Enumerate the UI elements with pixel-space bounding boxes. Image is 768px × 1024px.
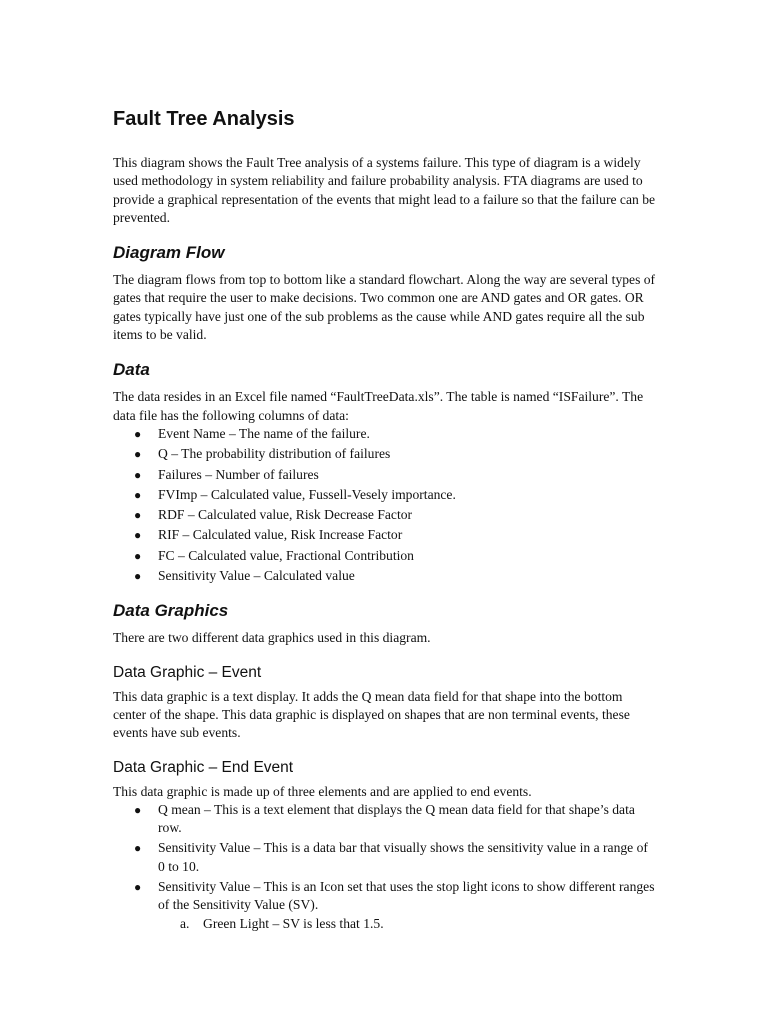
end-event-graphic-paragraph: This data graphic is made up of three elements and are applied to end events. <box>113 783 532 799</box>
data-graphics-heading: Data Graphics <box>113 601 229 621</box>
bullet-icon: ● <box>134 880 142 895</box>
list-item: ● FC – Calculated value, Fractional Contribution <box>113 547 658 565</box>
list-item: ● RDF – Calculated value, Risk Decrease Factor <box>113 506 658 524</box>
document-title: Fault Tree Analysis <box>113 108 295 130</box>
list-marker: a. <box>180 915 190 931</box>
event-graphic-heading: Data Graphic – Event <box>113 663 262 681</box>
bullet-icon: ● <box>134 548 142 563</box>
list-item: ● RIF – Calculated value, Risk Increase Factor <box>113 526 658 544</box>
bullet-icon: ● <box>134 569 142 584</box>
bullet-icon: ● <box>134 426 142 441</box>
diagram-flow-heading: Diagram Flow <box>113 243 225 263</box>
bullet-icon: ● <box>134 841 142 856</box>
list-item: ● Q – The probability distribution of failures <box>113 445 658 463</box>
document-page <box>113 104 658 935</box>
data-paragraph: The data resides in an Excel file named “FaultTreeData.xls”. The table is named “ISFailure”. The data file has the following columns of data: <box>113 389 644 423</box>
data-graphics-paragraph: There are two different data graphics used in this diagram. <box>113 630 431 646</box>
list-item: ● Sensitivity Value – Calculated value <box>113 567 658 585</box>
bullet-icon: ● <box>134 508 142 523</box>
list-item: ● Event Name – The name of the failure. <box>113 425 658 443</box>
bullet-icon: ● <box>134 802 142 817</box>
bullet-icon: ● <box>134 447 142 462</box>
diagram-flow-paragraph: The diagram flows from top to bottom like a standard flowchart. Along the way are several types of gates that require the user to make decisions. Two common one are AND gates and OR gates. OR gates typically have just one of the sub problems as the cause while AND gates require all the sub items to be valid. <box>113 272 656 343</box>
data-heading: Data <box>113 360 150 380</box>
bullet-icon: ● <box>134 487 142 502</box>
bullet-icon: ● <box>134 467 142 482</box>
list-item: ● Sensitivity Value – This is a data bar that visually shows the sensitivity value in a range of 0 to 10. <box>134 840 648 874</box>
list-item: ● Failures – Number of failures <box>113 466 658 484</box>
event-graphic-paragraph: This data graphic is a text display. It adds the Q mean data field for that shape into the bottom center of the shape. This data graphic is displayed on shapes that are non terminal events, these events have sub events. <box>113 688 630 741</box>
intro-paragraph: This diagram shows the Fault Tree analysis of a systems failure. This type of diagram is a widely used methodology in system reliability and failure probability analysis. FTA diagrams are used to provide a graphical representation of the events that might lead to a failure so that the failure can be prevented. <box>113 155 656 225</box>
end-event-elements-list <box>113 801 658 933</box>
data-columns-list <box>113 425 658 585</box>
list-item: ● Sensitivity Value – This is an Icon set that uses the stop light icons to show different ranges of the Sensitivity Value (SV). a. Green Light – SV is less that 1.5. <box>113 878 658 933</box>
sensitivity-ranges-list <box>158 915 658 933</box>
end-event-graphic-heading: Data Graphic – End Event <box>113 758 294 776</box>
bullet-icon: ● <box>134 528 142 543</box>
list-item: ● FVImp – Calculated value, Fussell-Vesely importance. <box>113 486 658 504</box>
list-item: a. Green Light – SV is less that 1.5. <box>158 915 658 933</box>
list-item: ● Q mean – This is a text element that displays the Q mean data field for that shape’s data row. <box>134 801 635 836</box>
